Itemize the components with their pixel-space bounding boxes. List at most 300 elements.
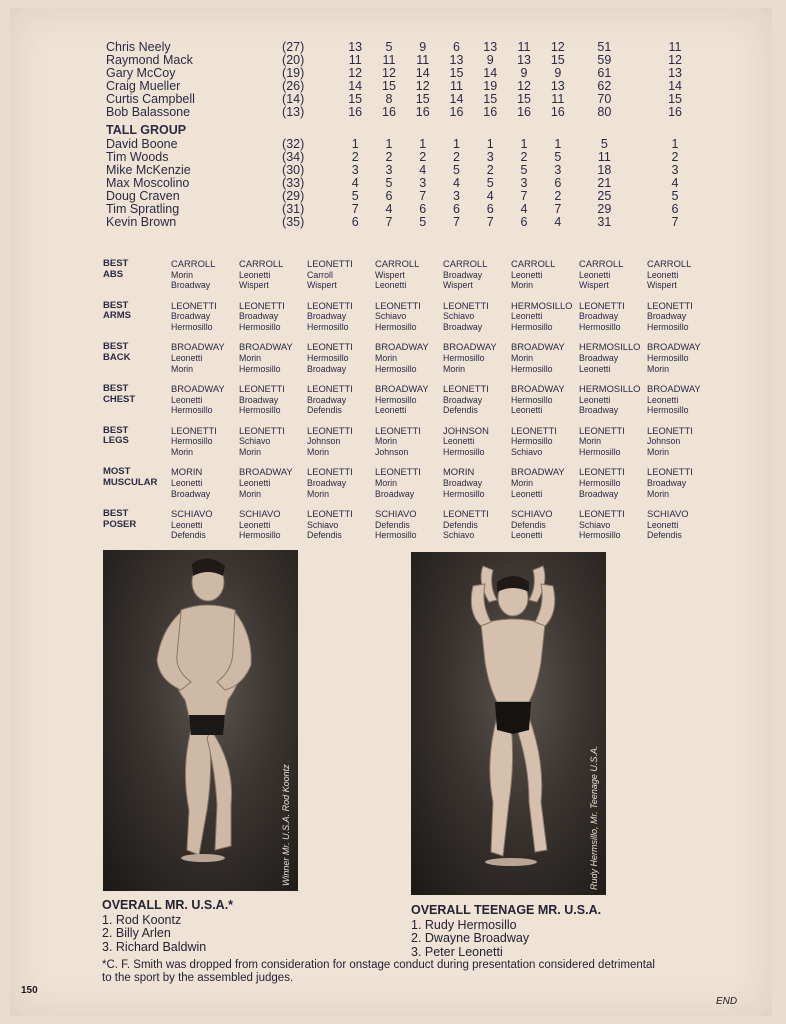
judge-first-pick: BROADWAY [511, 466, 565, 478]
judge-first-pick: LEONETTI [307, 299, 353, 311]
judge-score: 15 [483, 92, 498, 106]
judge-first-pick: SCHIAVO [375, 508, 417, 520]
judge-score: 13 [348, 40, 363, 54]
judge-first-pick: CARROLL [171, 258, 216, 269]
judge-score: 7 [486, 215, 494, 229]
group-heading-row [106, 119, 716, 138]
judge-pick: Carroll [307, 269, 333, 280]
award-category [103, 384, 171, 426]
award-category [103, 426, 171, 468]
score-total: 70 [597, 92, 612, 106]
judge-pick: Broadway [647, 311, 687, 322]
judge-picks [579, 301, 647, 343]
competitor-name: Curtis Campbell [106, 92, 195, 106]
result-item: 2. Billy Arlen [102, 926, 171, 940]
judge-pick: Morin [511, 280, 533, 291]
judge-pick: Hermosillo [239, 530, 281, 541]
judge-picks [579, 342, 647, 384]
judge-score: 12 [550, 40, 565, 54]
competitor-number: (35) [282, 215, 305, 229]
judge-score: 6 [486, 202, 494, 216]
judge-pick: Morin [375, 478, 397, 489]
competitor-number: (31) [282, 202, 305, 216]
judge-score: 15 [382, 79, 396, 93]
judge-pick: Schiavo [443, 311, 475, 322]
award-row [103, 384, 715, 426]
judge-pick: Hermosillo [647, 352, 689, 363]
final-place: 1 [671, 137, 679, 151]
judge-pick: Leonetti [647, 519, 679, 530]
award-category-line: BEST [103, 299, 129, 311]
judge-first-pick: LEONETTI [375, 424, 421, 436]
judge-pick: Broadway [239, 311, 279, 322]
judge-score: 4 [520, 202, 528, 216]
judge-picks [375, 467, 443, 509]
judge-pick: Hermosillo [239, 363, 281, 374]
result-item: 2. Dwayne Broadway [411, 931, 530, 945]
judge-picks [579, 509, 647, 551]
judge-pick: Morin [579, 436, 601, 447]
judge-picks [375, 301, 443, 343]
judge-score: 3 [419, 176, 427, 190]
competitor-number: (27) [282, 40, 305, 54]
judge-score: 5 [419, 215, 427, 229]
judge-pick: Johnson [307, 436, 341, 447]
judge-score: 11 [517, 40, 531, 54]
judge-picks [647, 342, 715, 384]
judge-first-pick: CARROLL [443, 258, 488, 269]
judge-first-pick: BROADWAY [647, 383, 701, 395]
judge-pick: Hermosillo [443, 446, 485, 457]
judge-picks [239, 301, 307, 343]
competitor-number: (20) [282, 53, 305, 67]
judge-first-pick: SCHIAVO [171, 508, 213, 520]
judge-picks [443, 426, 511, 468]
judge-score: 6 [554, 176, 562, 190]
score-total: 61 [597, 66, 612, 80]
bodybuilder-figure-left [103, 550, 298, 891]
judge-pick: Leonetti [579, 269, 611, 280]
judge-first-pick: BROADWAY [443, 341, 497, 353]
judge-picks [443, 259, 511, 301]
judge-picks [307, 426, 375, 468]
competitor-name: Tim Spratling [106, 202, 180, 216]
competitor-number: (33) [282, 176, 305, 190]
judge-pick: Schiavo [307, 519, 339, 530]
judge-pick: Morin [647, 446, 669, 457]
judge-score: 12 [415, 79, 430, 93]
judge-pick: Broadway [171, 311, 211, 322]
competitor-name: Max Moscolino [106, 176, 190, 190]
judge-pick: Wispert [307, 280, 337, 291]
award-category [103, 301, 171, 343]
judge-first-pick: BROADWAY [511, 341, 565, 353]
score-row [106, 93, 716, 106]
judge-score: 3 [520, 176, 528, 190]
judge-pick: Wispert [443, 280, 473, 291]
judge-first-pick: LEONETTI [647, 466, 693, 478]
judge-first-pick: LEONETTI [307, 383, 353, 395]
overall-mr-usa-results [102, 899, 233, 954]
judge-picks [171, 426, 239, 468]
judge-picks [511, 509, 579, 551]
score-total: 18 [597, 163, 612, 177]
score-total: 11 [597, 150, 611, 164]
judge-first-pick: BROADWAY [511, 383, 565, 395]
judge-pick: Leonetti [171, 352, 203, 363]
judge-score: 11 [551, 92, 565, 106]
judge-pick: Hermosillo [171, 405, 213, 416]
judge-first-pick: BROADWAY [239, 341, 293, 353]
judge-picks [647, 426, 715, 468]
judge-picks [647, 259, 715, 301]
score-row [106, 41, 716, 54]
competitor-name: Chris Neely [106, 40, 171, 54]
judge-pick: Broadway [579, 311, 619, 322]
judge-picks [443, 342, 511, 384]
judge-score: 16 [382, 105, 396, 119]
judge-pick: Defendis [511, 519, 546, 530]
competitor-number: (30) [282, 163, 305, 177]
judge-picks [579, 259, 647, 301]
overall-teenage-results [411, 904, 601, 959]
judge-score: 6 [453, 202, 460, 216]
judge-first-pick: LEONETTI [647, 424, 693, 436]
judge-picks [171, 342, 239, 384]
judge-pick: Leonetti [171, 394, 203, 405]
competitor-name: Gary McCoy [106, 66, 176, 80]
judge-first-pick: LEONETTI [375, 299, 421, 311]
judge-pick: Morin [511, 478, 533, 489]
judge-pick: Broadway [647, 478, 687, 489]
award-category [103, 259, 171, 301]
judge-picks [375, 426, 443, 468]
judge-picks [511, 467, 579, 509]
judge-pick: Broadway [307, 363, 347, 374]
final-place: 14 [668, 79, 682, 93]
judge-score: 3 [453, 189, 460, 203]
page-number: 150 [21, 985, 38, 996]
final-place: 3 [671, 163, 679, 177]
judge-picks [579, 384, 647, 426]
overall-teenage-title: OVERALL TEENAGE MR. U.S.A. [411, 903, 602, 917]
judge-score: 5 [453, 163, 460, 177]
judge-picks [443, 509, 511, 551]
judge-picks [239, 467, 307, 509]
judge-pick: Broadway [579, 352, 619, 363]
judge-pick: Hermosillo [647, 321, 689, 332]
judge-pick: Broadway [579, 405, 619, 416]
judge-score: 14 [449, 92, 464, 106]
judge-pick: Hermosillo [579, 446, 621, 457]
judge-picks [171, 301, 239, 343]
judge-score: 9 [554, 66, 562, 80]
judge-pick: Broadway [443, 478, 483, 489]
score-total: 51 [597, 40, 612, 54]
photo-winner-mr-usa [103, 550, 298, 891]
competitor-number: (34) [282, 150, 305, 164]
final-place: 7 [671, 215, 679, 229]
score-row [106, 164, 716, 177]
judge-score: 2 [419, 150, 427, 164]
judge-score: 2 [351, 150, 359, 164]
judge-pick: Morin [511, 352, 533, 363]
judge-first-pick: LEONETTI [579, 466, 625, 478]
judge-pick: Hermosillo [579, 321, 621, 332]
judge-first-pick: CARROLL [511, 258, 556, 269]
award-category-line: POSER [103, 518, 137, 530]
judge-first-pick: BROADWAY [239, 466, 293, 478]
judge-pick: Wispert [647, 280, 677, 291]
judge-pick: Hermosillo [239, 321, 281, 332]
judge-picks [511, 259, 579, 301]
judge-pick: Defendis [307, 405, 342, 416]
judge-first-pick: JOHNSON [443, 424, 489, 436]
judge-score: 4 [486, 189, 494, 203]
judge-score: 5 [385, 40, 393, 54]
judge-pick: Schiavo [579, 519, 611, 530]
score-total: 25 [597, 189, 612, 203]
judge-first-pick: LEONETTI [307, 466, 353, 478]
judge-first-pick: LEONETTI [443, 299, 489, 311]
judge-first-pick: LEONETTI [239, 299, 285, 311]
judge-first-pick: LEONETTI [171, 424, 217, 436]
judge-pick: Schiavo [375, 311, 407, 322]
judge-picks [647, 467, 715, 509]
judge-score: 12 [517, 79, 531, 93]
judge-picks [511, 384, 579, 426]
judge-pick: Hermosillo [647, 405, 689, 416]
judge-first-pick: SCHIAVO [511, 508, 553, 520]
judge-score: 1 [385, 137, 393, 151]
competitor-name: Craig Mueller [106, 79, 181, 93]
judge-pick: Leonetti [511, 405, 543, 416]
judge-pick: Broadway [443, 321, 483, 332]
overall-mr-usa-title: OVERALL MR. U.S.A.* [102, 898, 234, 912]
judge-pick: Leonetti [375, 280, 407, 291]
final-place: 16 [668, 105, 682, 119]
judge-first-pick: LEONETTI [579, 424, 625, 436]
judge-pick: Defendis [171, 530, 206, 541]
judge-score: 9 [520, 66, 528, 80]
judge-score: 19 [483, 79, 498, 93]
score-row [106, 138, 716, 151]
award-category-line: BEST [103, 424, 129, 436]
competitor-number: (19) [282, 66, 305, 80]
judge-first-pick: LEONETTI [171, 299, 217, 311]
judge-picks [307, 342, 375, 384]
judge-first-pick: MORIN [443, 466, 475, 478]
final-place: 12 [668, 53, 682, 67]
judge-pick: Morin [239, 352, 261, 363]
judge-pick: Hermosillo [443, 352, 485, 363]
judge-pick: Hermosillo [443, 488, 485, 499]
award-category-line: BEST [103, 341, 129, 353]
judge-score: 5 [486, 176, 494, 190]
final-place: 5 [671, 189, 679, 203]
judge-first-pick: CARROLL [239, 258, 284, 269]
tall-group-heading: TALL GROUP [106, 123, 187, 137]
judge-score: 3 [385, 163, 393, 177]
judge-picks [443, 301, 511, 343]
judge-first-pick: LEONETTI [579, 508, 625, 520]
competitor-number: (26) [282, 79, 305, 93]
judge-picks [307, 384, 375, 426]
bodybuilder-figure-right [411, 552, 606, 895]
final-place: 15 [668, 92, 682, 106]
award-category-line: ABS [103, 268, 124, 280]
judge-score: 5 [520, 163, 528, 177]
judge-pick: Hermosillo [375, 363, 417, 374]
judge-score: 5 [554, 150, 562, 164]
judge-score: 3 [351, 163, 359, 177]
score-row [106, 177, 716, 190]
judge-pick: Schiavo [443, 530, 475, 541]
score-total: 31 [597, 215, 612, 229]
score-row [106, 54, 716, 67]
judge-picks [239, 384, 307, 426]
footnote: *C. F. Smith was dropped from consideration for onstage conduct during presentation considered detrimental to the sport by the assembled judges. [102, 959, 655, 984]
judge-score: 1 [554, 137, 562, 151]
competitor-name: Raymond Mack [106, 53, 193, 67]
score-row [106, 190, 716, 203]
competitor-number: (29) [282, 189, 305, 203]
judge-score: 15 [348, 92, 363, 106]
competitor-name: Doug Craven [106, 189, 180, 203]
judge-score: 16 [550, 105, 565, 119]
judge-first-pick: HERMOSILLO [511, 299, 573, 311]
judge-first-pick: BROADWAY [171, 341, 225, 353]
judge-pick: Morin [239, 446, 261, 457]
judge-pick: Leonetti [239, 269, 271, 280]
judge-picks [579, 426, 647, 468]
photo-teenage-mr-usa [411, 552, 606, 895]
judge-pick: Morin [171, 269, 193, 280]
award-category-line: MOST [103, 466, 131, 478]
judge-picks [171, 384, 239, 426]
judge-pick: Defendis [647, 530, 682, 541]
result-item: 3. Peter Leonetti [411, 944, 503, 959]
judge-picks [443, 384, 511, 426]
judge-pick: Leonetti [443, 436, 475, 447]
judge-picks [647, 301, 715, 343]
judge-score: 7 [554, 202, 562, 216]
award-row [103, 342, 715, 384]
judge-picks [375, 342, 443, 384]
score-row [106, 67, 716, 80]
judge-first-pick: LEONETTI [307, 258, 353, 269]
competitor-name: Mike McKenzie [106, 163, 191, 177]
judge-score: 1 [520, 137, 528, 151]
judge-pick: Hermosillo [307, 321, 349, 332]
judge-score: 14 [483, 66, 498, 80]
judge-pick: Defendis [307, 530, 342, 541]
score-row [106, 216, 716, 229]
judge-first-pick: LEONETTI [443, 383, 489, 395]
judge-pick: Hermosillo [511, 321, 553, 332]
judge-score: 2 [486, 163, 494, 177]
score-total: 5 [600, 137, 608, 151]
judge-pick: Morin [307, 446, 329, 457]
judge-pick: Schiavo [239, 436, 271, 447]
judge-score: 2 [554, 189, 562, 203]
judge-pick: Hermosillo [511, 363, 553, 374]
judge-pick: Leonetti [239, 478, 271, 489]
judge-picks [239, 342, 307, 384]
judge-score: 13 [517, 53, 531, 67]
result-item: 1. Rudy Hermosillo [411, 917, 517, 932]
judge-pick: Schiavo [511, 446, 543, 457]
judge-picks [647, 384, 715, 426]
photo-caption-right: Rudy Hermsillo, Mr. Teenage U.S.A. [589, 745, 599, 890]
judge-first-pick: LEONETTI [443, 508, 489, 520]
judge-first-pick: BROADWAY [171, 383, 225, 395]
judge-score: 7 [351, 202, 359, 216]
judge-pick: Leonetti [239, 519, 271, 530]
judge-pick: Hermosillo [375, 321, 417, 332]
judge-score: 6 [520, 215, 528, 229]
award-category-line: BEST [103, 383, 129, 395]
judge-score: 1 [453, 137, 460, 151]
competitor-name: Bob Balassone [106, 105, 191, 119]
judge-first-pick: CARROLL [647, 258, 692, 269]
judge-score: 14 [348, 79, 363, 93]
judge-score: 9 [419, 40, 427, 54]
judge-score: 14 [415, 66, 430, 80]
judge-pick: Hermosillo [171, 321, 213, 332]
judge-score: 4 [554, 215, 562, 229]
judge-picks [375, 259, 443, 301]
judge-score: 2 [385, 150, 393, 164]
award-category-line: BACK [103, 351, 131, 363]
judge-score: 1 [486, 137, 494, 151]
judge-score: 4 [453, 176, 460, 190]
judge-first-pick: SCHIAVO [239, 508, 281, 520]
judge-pick: Broadway [171, 488, 211, 499]
competitor-number: (13) [282, 105, 305, 119]
judge-score: 16 [348, 105, 363, 119]
judge-pick: Morin [171, 446, 193, 457]
score-total: 62 [597, 79, 612, 93]
award-category [103, 342, 171, 384]
judge-first-pick: LEONETTI [239, 424, 285, 436]
judge-pick: Broadway [307, 311, 347, 322]
score-row [106, 203, 716, 216]
judge-score: 4 [351, 176, 359, 190]
judge-picks [443, 467, 511, 509]
awards-table [103, 259, 715, 551]
judge-score: 13 [483, 40, 498, 54]
judge-first-pick: SCHIAVO [647, 508, 689, 520]
award-category [103, 509, 171, 551]
judge-pick: Wispert [239, 280, 269, 291]
judge-first-pick: LEONETTI [647, 299, 693, 311]
judge-score: 6 [351, 215, 359, 229]
judge-picks [511, 426, 579, 468]
judge-picks [375, 384, 443, 426]
judge-score: 6 [453, 40, 460, 54]
judge-score: 7 [419, 189, 427, 203]
scores-table [106, 41, 716, 229]
judge-pick: Morin [647, 488, 669, 499]
judge-score: 7 [520, 189, 528, 203]
judge-score: 11 [348, 53, 362, 67]
score-total: 59 [597, 53, 612, 67]
judge-picks [171, 467, 239, 509]
judge-score: 16 [517, 105, 531, 119]
judge-score: 6 [385, 189, 393, 203]
judge-picks [239, 509, 307, 551]
